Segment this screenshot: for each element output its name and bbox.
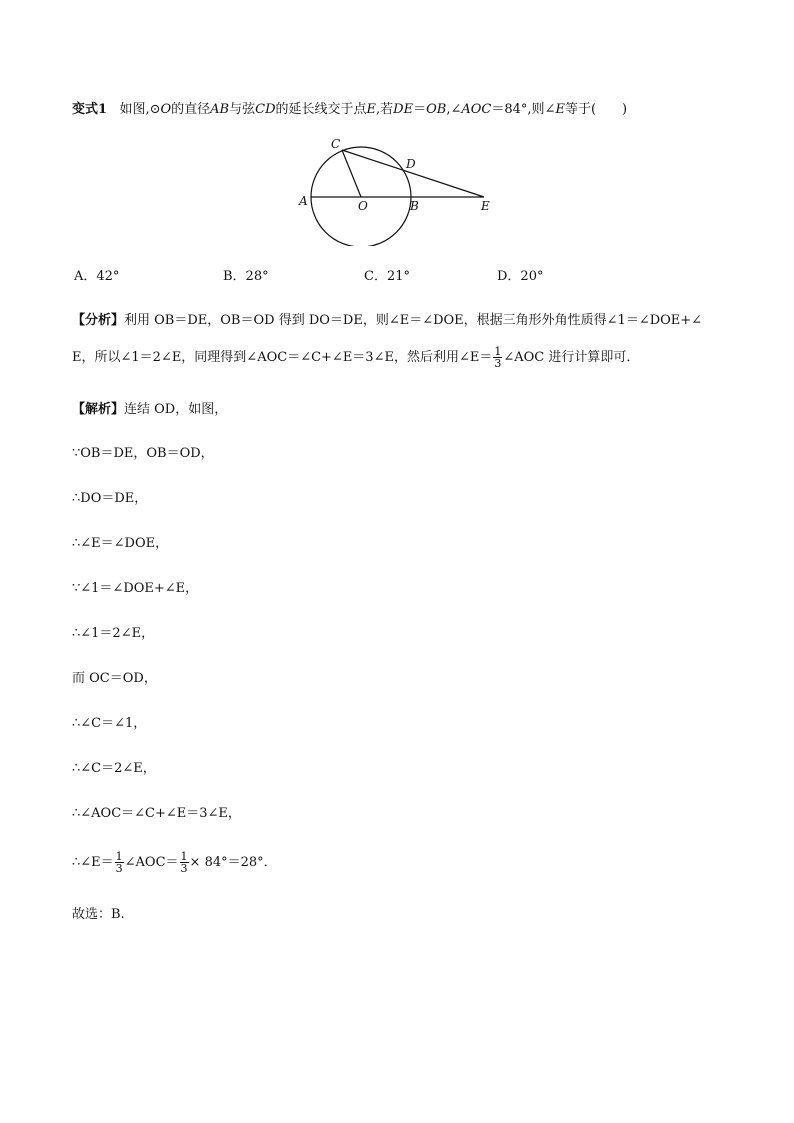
solution-final-step bbox=[72, 849, 277, 877]
label-e: E bbox=[481, 199, 490, 213]
problem-text: 与弦 bbox=[229, 102, 256, 117]
option-b: B．28° bbox=[223, 269, 269, 284]
solution-answer: 故选：B. bbox=[72, 907, 125, 922]
solution-text: ∠AOC＝ bbox=[124, 855, 179, 870]
problem-text: OB bbox=[426, 102, 447, 117]
analysis-line-1 bbox=[72, 312, 702, 330]
problem-line bbox=[72, 101, 627, 119]
problem-text: 如图,⊙ bbox=[119, 102, 161, 117]
fraction-numerator: 1 bbox=[180, 850, 188, 863]
problem-text: 等于( ) bbox=[564, 102, 628, 117]
solution-text: ∴∠E＝ bbox=[72, 855, 114, 870]
problem-text: E bbox=[366, 102, 377, 117]
solution-step: ∴∠C＝2∠E， bbox=[72, 761, 156, 776]
fraction bbox=[493, 346, 502, 369]
analysis-text: E，所以∠1＝2∠E，同理得到∠AOC＝∠C+∠E＝3∠E，然后利用∠E＝ bbox=[72, 350, 493, 365]
fraction-denominator: 3 bbox=[494, 357, 502, 370]
solution-step: ∴∠1＝2∠E， bbox=[72, 626, 155, 641]
solution-step: ∴∠E＝∠DOE， bbox=[72, 536, 169, 551]
label-o: O bbox=[358, 199, 368, 213]
problem-text: AB bbox=[210, 102, 230, 117]
fraction bbox=[180, 851, 189, 874]
option-a: A．42° bbox=[74, 269, 120, 284]
solution-intro bbox=[72, 401, 227, 419]
problem-text: 的延长线交于点 bbox=[275, 102, 367, 117]
label-c: C bbox=[331, 137, 341, 151]
solution-text: × 84°＝28°． bbox=[189, 855, 277, 870]
solution-step: ∵OB＝DE，OB＝OD， bbox=[72, 446, 214, 461]
label-a: A bbox=[299, 194, 308, 208]
problem-text: ＝84°,则∠ bbox=[491, 102, 556, 117]
problem-text: E bbox=[555, 102, 565, 117]
label-d: D bbox=[406, 157, 416, 171]
solution-step: 而 OC＝OD， bbox=[72, 671, 157, 686]
problem-text: ,若 bbox=[376, 102, 394, 117]
fraction-denominator: 3 bbox=[115, 862, 123, 875]
problem-text: CD bbox=[255, 102, 276, 117]
solution-text: 连结 OD，如图， bbox=[124, 402, 228, 417]
solution-step: ∴DO＝DE， bbox=[72, 491, 148, 506]
line-oc bbox=[342, 150, 361, 197]
analysis-text: ∠AOC 进行计算即可． bbox=[503, 350, 640, 365]
problem-text: AOC bbox=[461, 102, 492, 117]
analysis-line-2 bbox=[72, 345, 639, 371]
problem-tag: 变式1 bbox=[72, 102, 108, 117]
problem-text: 的直径 bbox=[171, 102, 211, 117]
problem-text: ,∠ bbox=[446, 102, 462, 117]
solution-tag: 【解析】 bbox=[72, 402, 125, 417]
analysis-tag: 【分析】 bbox=[72, 313, 125, 328]
problem-text: ＝ bbox=[413, 102, 427, 117]
option-d: D．20° bbox=[497, 269, 544, 284]
problem-text: O bbox=[160, 102, 172, 117]
option-c: C．21° bbox=[364, 269, 410, 284]
fraction-numerator: 1 bbox=[494, 345, 502, 358]
analysis-text: 利用 OB＝DE，OB＝OD 得到 DO＝DE，则∠E＝∠DOE，根据三角形外角性质得∠1＝∠DOE+∠ bbox=[124, 313, 703, 328]
fraction-numerator: 1 bbox=[115, 850, 123, 863]
geometry-figure bbox=[296, 136, 502, 246]
solution-step: ∴∠AOC＝∠C+∠E＝3∠E， bbox=[72, 806, 241, 821]
fraction-denominator: 3 bbox=[180, 862, 188, 875]
solution-step: ∵∠1＝∠DOE+∠E， bbox=[72, 581, 199, 596]
solution-step: ∴∠C＝∠1， bbox=[72, 716, 147, 731]
fraction bbox=[115, 851, 124, 874]
label-b: B bbox=[410, 199, 419, 213]
problem-text: DE bbox=[393, 102, 414, 117]
